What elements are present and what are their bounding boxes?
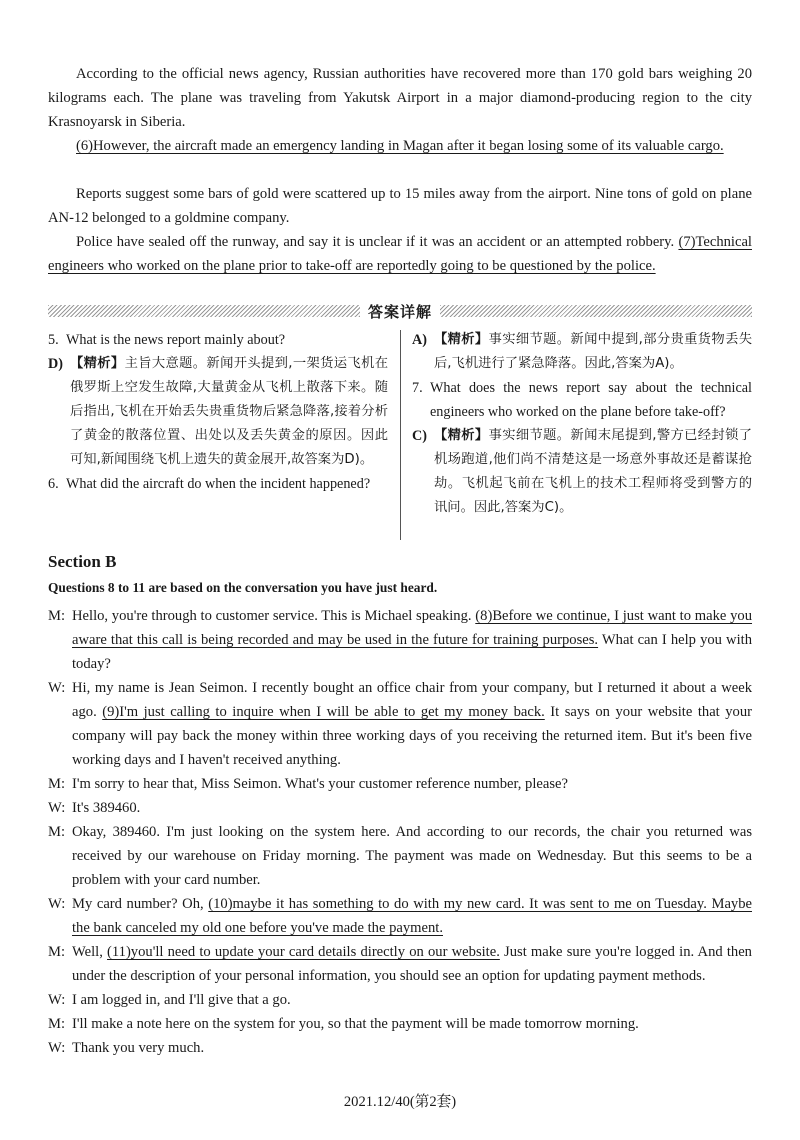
answer-letter: A) [412,332,427,348]
dialog-line-9 [48,1012,752,1036]
dialog-text: Thank you very much. [72,1040,205,1056]
dialog-text [72,604,752,676]
conversation [48,604,752,1060]
section-b-title: Section B [48,552,117,571]
dialog-line-3 [48,772,752,796]
dialog-text-part: Hello, you're through to customer service. This is Michael speaking. [72,608,476,624]
dialog-text-part: My card number? Oh, [72,896,209,912]
underlined-answer-11: (11)you'll need to update your card details directly on our website. [107,944,500,960]
news-paragraph-4-text: Police have sealed off the runway, and say it is unclear if it was an accident or an attempted robbery. [76,234,675,250]
page-footer: 2021.12/40(第2套) [343,1094,457,1110]
underlined-answer-10: (10)maybe it has something to do with my new card. It was sent to me on Tuesday. Maybe the bank canceled my old one before you've made the payment. [72,896,752,936]
speaker: W: [48,1040,66,1056]
speaker: M: [48,776,66,792]
speaker: W: [48,896,66,912]
answer-explanation [70,352,388,472]
dialog-line-8 [48,988,752,1012]
question-6 [48,472,388,496]
answer-explanation [434,424,752,520]
speaker: W: [48,800,66,816]
answer-column-right [412,328,752,520]
question-text: What is the news report mainly about? [66,332,286,348]
answer-section-title: 答案详解 [368,302,433,321]
question-5 [48,328,388,352]
news-paragraph-2 [48,134,752,158]
dialog-text: I'll make a note here on the system for you, so that the payment will be made tomorrow morning. [72,1016,639,1032]
underlined-answer-9: (9)I'm just calling to inquire when I will be able to get my money back. [102,704,545,720]
dialog-line-4 [48,796,752,820]
news-paragraph-3: Reports suggest some bars of gold were scattered up to 15 miles away from the airport. Nine tons of gold on plane AN-12 belonged to a goldmine company. [48,186,752,226]
banner-hatch-left [48,305,360,317]
dialog-text [72,676,752,772]
dialog-text [72,940,752,988]
dialog-text-part: It says on your website that your company will pay back the money within three working days of you receiving the returned item. But it's been five working days and I haven't received anything. [72,704,752,768]
dialog-text: It's 389460. [72,800,141,816]
dialog-line-1 [48,604,752,676]
answer-5 [48,352,388,472]
analysis-text: 事实细节题。新闻中提到,部分贵重货物丢失后,飞机进行了紧急降落。因此,答案为A)。 [434,332,753,371]
answer-section-banner [48,300,752,322]
speaker: M: [48,944,66,960]
dialog-text-part: Just make sure you're logged in. And then under the description of your personal information, you should see an option for updating payment methods. [72,944,752,984]
dialog-text: Okay, 389460. I'm just looking on the system here. And according to our records, the chair you returned was received by our warehouse on Friday morning. The payment was made on Wednesday. But this seems to be a problem with your card number. [72,824,752,888]
question-text: What did the aircraft do when the incident happened? [66,476,371,492]
underlined-answer-7: (7)Technical engineers who worked on the plane prior to take-off are reportedly going to be questioned by the police. [48,234,752,274]
analysis-text: 事实细节题。新闻末尾提到,警方已经封锁了机场跑道,他们尚不清楚这是一场意外事故还是蓄谋抢劫。飞机起飞前在飞机上的技术工程师将受到警方的讯问。因此,答案为C)。 [434,428,753,515]
dialog-text: I am logged in, and I'll give that a go. [72,992,291,1008]
answer-column-left [48,328,388,496]
answer-7 [412,424,752,520]
speaker: W: [48,680,66,696]
speaker: M: [48,608,66,624]
speaker: M: [48,1016,66,1032]
question-number: 7. [412,380,423,396]
dialog-line-7 [48,940,752,988]
analysis-text: 主旨大意题。新闻开头提到,一架货运飞机在俄罗斯上空发生故障,大量黄金从飞机上散落下来。随后指出,飞机在开始丢失贵重货物后紧急降落,接着分析了黄金的散落位置、出处以及丢失黄金的原因。因此可知,新闻围绕飞机上遗失的黄金展开,故答案为D)。 [70,356,389,467]
dialog-line-2 [48,676,752,772]
answer-explanation [434,328,752,376]
speaker: W: [48,992,66,1008]
dialog-line-5 [48,820,752,892]
underlined-answer-6: (6)However, the aircraft made an emergency landing in Magan after it began losing some of its valuable cargo. [76,138,724,154]
question-7 [412,376,752,424]
news-paragraph-4 [48,230,752,278]
column-divider [400,330,401,540]
dialog-text-part: Hi, my name is Jean Seimon. I recently bought an office chair from your company, but I returned it about a week ago. [72,680,752,720]
question-number: 6. [48,476,59,492]
analysis-tag: 【精析】 [434,428,489,443]
question-number: 5. [48,332,59,348]
banner-hatch-right [440,305,752,317]
section-b-instructions: Questions 8 to 11 are based on the conversation you have just heard. [48,580,438,595]
dialog-line-10 [48,1036,752,1060]
analysis-tag: 【精析】 [70,356,125,371]
answer-6 [412,328,752,376]
dialog-text [72,892,752,940]
news-paragraph-1: According to the official news agency, Russian authorities have recovered more than 170 gold bars weighing 20 kilograms each. The plane was traveling from Yakutsk Airport in a major diamond-producing region to the city Krasnoyarsk in Siberia. [48,66,752,130]
dialog-text: I'm sorry to hear that, Miss Seimon. What's your customer reference number, please? [72,776,568,792]
dialog-text-part: Well, [72,944,108,960]
speaker: M: [48,824,66,840]
question-text: What does the news report say about the technical engineers who worked on the plane before take-off? [430,380,752,420]
analysis-tag: 【精析】 [434,332,489,347]
answer-letter: D) [48,356,63,372]
dialog-line-6 [48,892,752,940]
dialog-text-part: What can I help you with today? [72,632,752,672]
answer-letter: C) [412,428,427,444]
underlined-answer-8: (8)Before we continue, I just want to make you aware that this call is being recorded and may be used in the future for training purposes. [72,608,753,648]
